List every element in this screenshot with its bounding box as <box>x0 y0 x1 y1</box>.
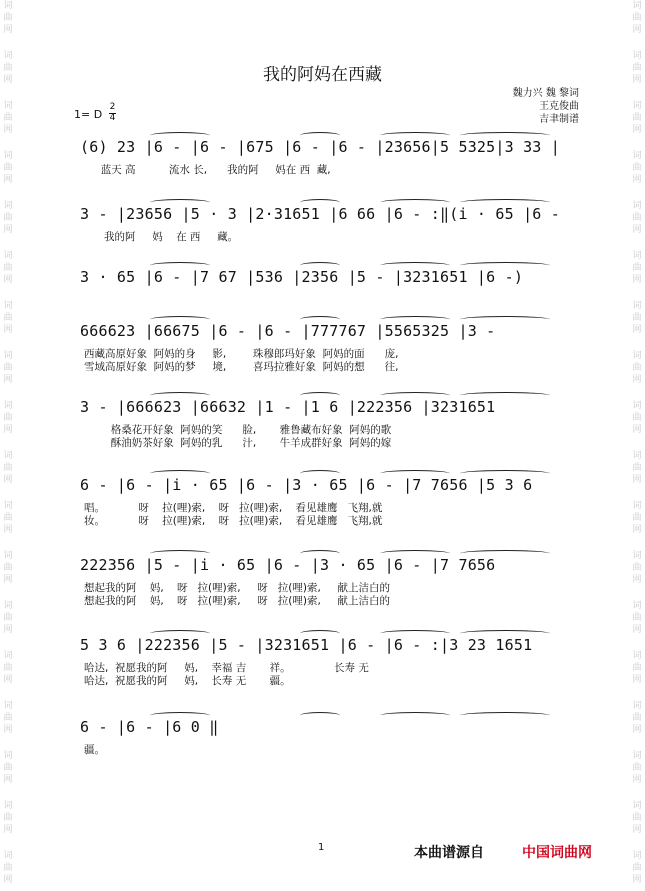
slur-mark <box>460 630 550 637</box>
notation-line: 3 - |666623 |66632 |1 - |1 6 |222356 |3231651 <box>80 398 505 416</box>
slur-mark <box>300 132 340 139</box>
slur-mark <box>380 262 450 269</box>
slur-mark <box>300 392 340 399</box>
slur-mark <box>300 712 340 719</box>
slur-mark <box>460 550 550 557</box>
lyric-line: 西藏高原好象 阿妈的身 影, 珠穆郎玛好象 阿妈的面 庞, <box>84 348 399 360</box>
composer-credit: 王克俊曲 <box>539 101 579 112</box>
slur-mark <box>460 392 550 399</box>
lyric-line: 格桑花开好象 阿妈的笑 脸, 雅鲁藏布好象 阿妈的歌 <box>84 424 392 436</box>
slur-mark <box>150 712 210 719</box>
slur-mark <box>150 262 210 269</box>
slur-mark <box>150 316 210 323</box>
notation-line: 6 - |6 - |6 0 ‖ <box>80 718 219 736</box>
slur-mark <box>380 712 450 719</box>
notation-line: 3 - |23656 |5 · 3 |2·31651 |6 66 |6 - :‖(i · 65 |6 - <box>80 205 570 223</box>
slur-mark <box>460 262 550 269</box>
slur-mark <box>300 470 340 477</box>
slur-mark <box>460 470 550 477</box>
slur-mark <box>150 630 210 637</box>
slur-mark <box>380 316 450 323</box>
slur-mark <box>150 199 210 206</box>
notation-line: 666623 |66675 |6 - |6 - |777767 |5565325 |3 - <box>80 322 505 340</box>
lyric-line: 妆。 呀 拉(哩)索, 呀 拉(哩)索, 看见雄鹰 飞翔,就 <box>84 515 383 527</box>
slur-mark <box>380 550 450 557</box>
time-signature-bottom: 4 <box>109 113 116 123</box>
lyric-line: 酥油奶茶好象 阿妈的乳 汁, 牛羊成群好象 阿妈的嫁 <box>84 437 392 449</box>
slur-mark <box>380 132 450 139</box>
slur-mark <box>150 392 210 399</box>
slur-mark <box>300 262 340 269</box>
watermark-right: 词曲网 词曲网 词曲网 词曲网 词曲网 词曲网 词曲网 词曲网 词曲网 词曲网 词曲网 词曲网 词曲网 词曲网 词曲网 词曲网 词曲网 词曲网 <box>632 1 642 885</box>
page-number: 1 <box>318 842 325 853</box>
slur-mark <box>150 550 210 557</box>
notation-line: 5 3 6 |222356 |5 - |3231651 |6 - |6 - :|3 23 1651 <box>80 636 542 654</box>
lyric-line: 唱。 呀 拉(哩)索, 呀 拉(哩)索, 看见雄鹰 飞翔,就 <box>84 502 383 514</box>
slur-mark <box>460 199 550 206</box>
song-title: 我的阿妈在西藏 <box>263 65 382 85</box>
lyric-line: 想起我的阿 妈, 呀 拉(哩)索, 呀 拉(哩)索, 献上洁白的 <box>84 595 391 607</box>
lyricist-credit: 魏力兴 魏 黎词 <box>512 88 579 99</box>
lyric-line: 蓝天 高 流水 长, 我的阿 妈在 西 藏, <box>84 164 331 176</box>
watermark-left: 词曲网 词曲网 词曲网 词曲网 词曲网 词曲网 词曲网 词曲网 词曲网 词曲网 词曲网 词曲网 词曲网 词曲网 词曲网 词曲网 词曲网 词曲网 <box>3 1 13 885</box>
slur-mark <box>380 470 450 477</box>
slur-mark <box>380 199 450 206</box>
key-signature: 1= D <box>74 108 103 121</box>
slur-mark <box>300 630 340 637</box>
slur-mark <box>380 630 450 637</box>
engraver-credit: 吉聿制谱 <box>539 114 579 125</box>
slur-mark <box>300 316 340 323</box>
slur-mark <box>150 132 210 139</box>
lyric-line: 疆。 <box>84 744 105 756</box>
notation-line: 6 - |6 - |i · 65 |6 - |3 · 65 |6 - |7 7656 |5 3 6 <box>80 476 542 494</box>
slur-mark <box>460 132 550 139</box>
lyric-line: 雪域高原好象 阿妈的梦 境, 喜玛拉雅好象 阿妈的想 往, <box>84 361 399 373</box>
site-name: 中国词曲网 <box>522 845 592 861</box>
slur-mark <box>300 550 340 557</box>
source-label: 本曲谱源自 <box>414 845 484 861</box>
notation-line: 222356 |5 - |i · 65 |6 - |3 · 65 |6 - |7 7656 <box>80 556 505 574</box>
lyric-line: 哈达, 祝愿我的阿 妈, 幸福 吉 祥。 长寿 无 <box>84 662 369 674</box>
notation-line: (6) 23 |6 - |6 - |675 |6 - |6 - |23656|5 5325|3 33 | <box>80 138 560 156</box>
slur-mark <box>150 470 210 477</box>
notation-line: 3 · 65 |6 - |7 67 |536 |2356 |5 - |3231651 |6 -) <box>80 268 533 286</box>
time-signature <box>109 103 116 123</box>
slur-mark <box>460 316 550 323</box>
lyric-line: 哈达, 祝愿我的阿 妈, 长寿 无 疆。 <box>84 675 291 687</box>
slur-mark <box>460 712 550 719</box>
slur-mark <box>300 199 340 206</box>
slur-mark <box>380 392 450 399</box>
lyric-line: 想起我的阿 妈, 呀 拉(哩)索, 呀 拉(哩)索, 献上洁白的 <box>84 582 391 594</box>
time-signature-top: 2 <box>109 102 116 112</box>
lyric-line: 我的阿 妈 在 西 藏。 <box>84 231 239 243</box>
